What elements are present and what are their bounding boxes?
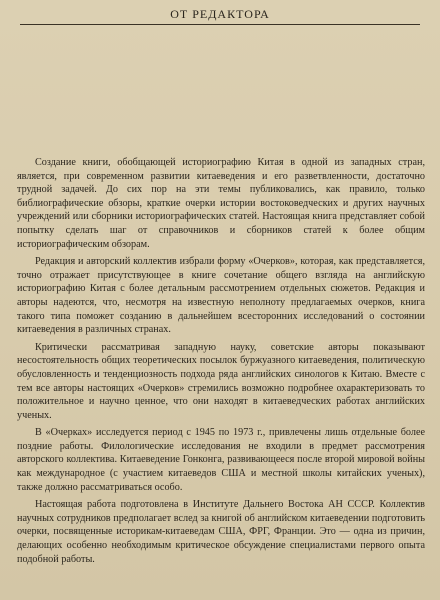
paragraph: Редакция и авторский коллектив избрали форму «Очерков», которая, как представляется, точно отражает присутствующее в книге сочетание общего взгляда на английскую историографию Китая с более детальным рассмотрением отдельных сюжетов. Редакция и авторы надеются, что, несмотря на известную неполноту предлагаемых очерков, книга такого типа поможет созданию в дальнейшем всесторонних исследований о состоянии китаеведения в различных странах. <box>17 256 425 336</box>
paragraph: Создание книги, обобщающей историографию Китая в одной из западных стран, является, при современном развитии китаеведения и его разветвленности, достаточно трудной задачей. До сих пор на эти темы публиковались, как правило, только библиографические обзоры, краткие очерки истории востоковедческих и других научных учреждений или сборники историографических статей. Настоящая книга представляет собой попытку сделать шаг от справочников и сборников статей к более общим историографическим обзорам. <box>17 157 425 250</box>
paragraph: Критически рассматривая западную науку, советские авторы показывают несостоятельность общих теоретических посылок буржуазного китаеведения, политическую обусловленность и тенденциозность подхода ряда английских синологов к Китаю. Вместе с тем все авторы настоящих «Очерков» стремились возможно подробнее охарактеризовать то положительное и научно ценное, что они находят в китаеведческих работах английских ученых. <box>17 341 425 421</box>
page-header-title: ОТ РЕДАКТОРА <box>170 7 270 21</box>
header-rule <box>20 24 420 25</box>
paragraph: В «Очерках» исследуется период с 1945 по 1973 г., привлечены лишь отдельные более поздние работы. Филологические исследования не входили в предмет рассмотрения авторского коллектива. Китаеведение Гонконга, развивающееся после второй мировой войны как международное (с участием китаеведов США и местной школы китайских ученых), также должно рассматриваться особо. <box>17 427 425 493</box>
body-text <box>17 156 425 570</box>
paragraph: Настоящая работа подготовлена в Институте Дальнего Востока АН СССР. Коллектив научных сотрудников предполагает вслед за книгой об английском китаеведении подготовить очерки, посвященные историкам-китаеведам США, ФРГ, Франции. Это — одна из причин, делающих особенно необходимым критическое обсуждение специалистами первого опыта подобной работы. <box>17 499 425 565</box>
